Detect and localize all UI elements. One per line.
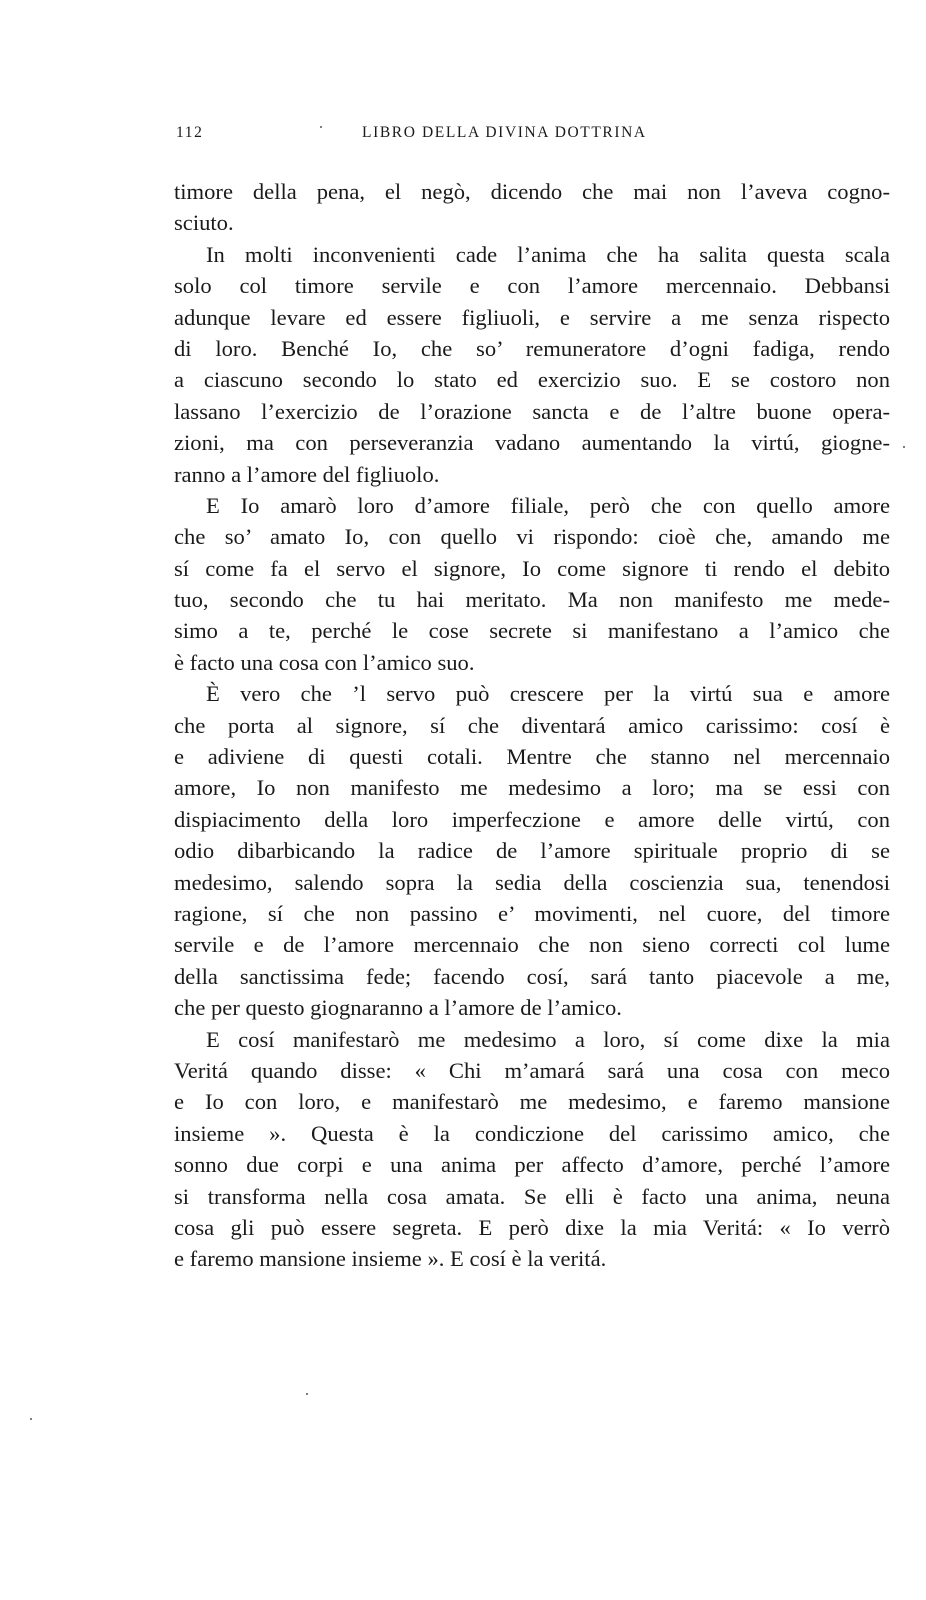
text-line: simo a te, perché le cose secrete si manifestano a l’amico che [174, 618, 890, 644]
text-line: che so’ amato Io, con quello vi rispondo: cioè che, amando me [174, 524, 890, 550]
text-line: della sanctissima fede; facendo cosí, sará tanto piacevole a me, [174, 963, 890, 989]
text-line: e faremo mansione insieme ». E cosí è la veritá. [174, 1246, 607, 1272]
text-line: servile e de l’amore mercennaio che non sieno correcti col lume [174, 932, 890, 958]
text-line: medesimo, salendo sopra la sedia della coscienzia sua, tenendosi [174, 869, 890, 895]
paragraph [174, 1024, 890, 1275]
scan-speck [30, 1418, 32, 1420]
page-number: 112 [176, 124, 204, 141]
text-line: Veritá quando disse: « Chi m’amará sará una cosa con meco [174, 1057, 890, 1083]
text-line: solo col timore servile e con l’amore mercennaio. Debbansi [174, 273, 890, 299]
text-line: E Io amarò loro d’amore filiale, però che con quello amore [206, 492, 890, 518]
text-line: amore, Io non manifesto me medesimo a loro; ma se essi con [174, 775, 890, 801]
text-line: ranno a l’amore del figliuolo. [174, 461, 440, 487]
text-line: dispiacimento della loro imperfeczione e amore delle virtú, con [174, 806, 890, 832]
paragraph [174, 490, 890, 678]
paragraph [174, 176, 890, 239]
text-line: si transforma nella cosa amata. Se elli è facto una anima, neuna [174, 1183, 890, 1209]
running-title: LIBRO DELLA DIVINA DOTTRINA [362, 124, 647, 141]
text-line: e Io con loro, e manifestarò me medesimo, e faremo mansione [174, 1089, 890, 1115]
text-line: di loro. Benché Io, che so’ remuneratore d’ogni fadiga, rendo [174, 335, 890, 361]
text-line: è facto una cosa con l’amico suo. [174, 649, 475, 675]
text-line: adunque levare ed essere figliuoli, e servire a me senza rispecto [174, 304, 890, 330]
scan-speck [903, 446, 905, 448]
text-line: sciuto. [174, 210, 234, 236]
text-line: che per questo giognaranno a l’amore de l’amico. [174, 995, 622, 1021]
text-line: che porta al signore, sí che diventará amico carissimo: cosí è [174, 712, 890, 738]
body-text [174, 176, 890, 1275]
paragraph [174, 239, 890, 490]
running-head [176, 124, 706, 146]
scan-speck [306, 1393, 308, 1395]
text-line: odio dibarbicando la radice de l’amore spirituale proprio di se [174, 838, 890, 864]
text-line: sí come fa el servo el signore, Io come signore ti rendo el debito [174, 555, 890, 581]
text-line: e adiviene di questi cotali. Mentre che stanno nel mercennaio [174, 744, 890, 770]
text-line: In molti inconvenienti cade l’anima che ha salita questa scala [206, 241, 890, 267]
text-line: a ciascuno secondo lo stato ed exercizio suo. E se costoro non [174, 367, 890, 393]
text-line: ragione, sí che non passino e’ movimenti, nel cuore, del timore [174, 900, 890, 926]
text-line: E cosí manifestarò me medesimo a loro, sí come dixe la mia [206, 1026, 890, 1052]
text-line: sonno due corpi e una anima per affecto d’amore, perché l’amore [174, 1152, 890, 1178]
text-line: lassano l’exercizio de l’orazione sancta e de l’altre buone opera- [174, 398, 890, 424]
paragraph [174, 678, 890, 1023]
text-line: cosa gli può essere segreta. E però dixe la mia Veritá: « Io verrò [174, 1214, 890, 1240]
text-line: zioni, ma con perseveranzia vadano aumentando la virtú, giogne- [174, 430, 890, 456]
text-line: tuo, secondo che tu hai meritato. Ma non manifesto me mede- [174, 587, 890, 613]
scan-speck [320, 126, 322, 128]
text-line: insieme ». Questa è la condiczione del carissimo amico, che [174, 1120, 890, 1146]
text-line: È vero che ’l servo può crescere per la virtú sua e amore [206, 681, 890, 707]
text-line: timore della pena, el negò, dicendo che mai non l’aveva cogno- [174, 179, 890, 204]
